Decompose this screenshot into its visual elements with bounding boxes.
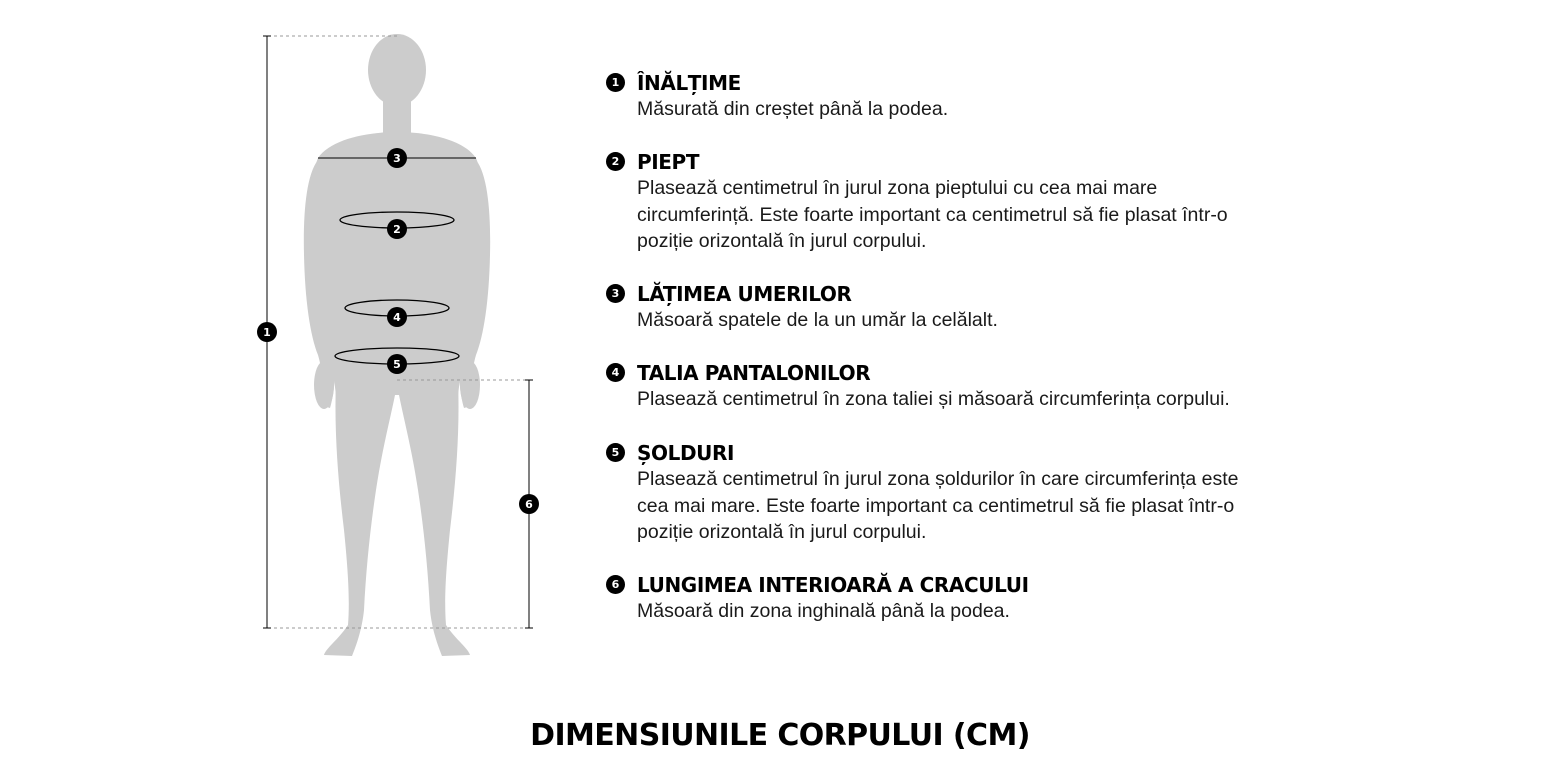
measurement-item-height [606, 70, 948, 123]
measurement-description [637, 598, 1029, 625]
number-badge: 6 [606, 575, 625, 594]
measurement-description [637, 96, 948, 123]
measurement-title: ÎNĂLȚIME [637, 71, 741, 95]
marker-5 [387, 354, 407, 374]
marker-5-label: 5 [393, 358, 401, 371]
measurement-item-shoulders [606, 281, 998, 334]
silhouette [304, 34, 490, 656]
number-badge: 3 [606, 284, 625, 303]
number-badge: 1 [606, 73, 625, 92]
measurement-title: PIEPT [637, 150, 700, 174]
number-badge: 2 [606, 152, 625, 171]
measurement-item-hips [606, 440, 1239, 546]
marker-2 [387, 219, 407, 239]
measurement-title: LUNGIMEA INTERIOARĂ A CRACULUI [637, 573, 1029, 597]
description-line: circumferință. Este foarte important ca centimetrul să fie plasat într-o [637, 203, 1228, 226]
marker-6-label: 6 [525, 498, 533, 511]
description-line: poziție orizontală în jurul corpului. [637, 521, 927, 543]
measurement-description [637, 466, 1239, 546]
description-line: poziție orizontală în jurul corpului. [637, 230, 927, 252]
marker-6 [519, 494, 539, 514]
measurement-item-chest [606, 149, 1228, 255]
measurement-item-inseam [606, 572, 1029, 625]
measurement-description [637, 175, 1228, 255]
marker-4-label: 4 [393, 311, 401, 324]
number-badge: 4 [606, 363, 625, 382]
marker-3-label: 3 [393, 152, 401, 165]
marker-4 [387, 307, 407, 327]
marker-2-label: 2 [393, 223, 401, 236]
description-line: Măsoară spatele de la un umăr la celălalt. [637, 309, 998, 331]
measurement-description [637, 307, 998, 334]
description-line: cea mai mare. Este foarte important ca centimetrul să fie plasat într-o [637, 494, 1235, 517]
measurement-item-waist [606, 360, 1230, 413]
body-silhouette-illustration [0, 0, 580, 680]
description-line: Măsurată din creștet până la podea. [637, 98, 949, 120]
body-figure [0, 0, 580, 680]
page-title: DIMENSIUNILE CORPULUI (CM) [530, 718, 1030, 753]
measurement-title: ȘOLDURI [637, 441, 735, 465]
measurement-title: LĂȚIMEA UMERILOR [637, 282, 852, 306]
marker-3 [387, 148, 407, 168]
description-line: Plasează centimetrul în jurul zona pieptului cu cea mai mare [637, 177, 1158, 199]
measurement-title: TALIA PANTALONILOR [637, 361, 871, 385]
description-line: Măsoară din zona inghinală până la podea. [637, 600, 1010, 622]
marker-1 [257, 322, 277, 342]
marker-1-label: 1 [263, 326, 271, 339]
description-line: Plasează centimetrul în zona taliei și măsoară circumferința corpului. [637, 388, 1230, 410]
number-badge: 5 [606, 443, 625, 462]
measurement-description [637, 386, 1230, 413]
description-line: Plasează centimetrul în jurul zona șoldurilor în care circumferința este [637, 468, 1239, 490]
